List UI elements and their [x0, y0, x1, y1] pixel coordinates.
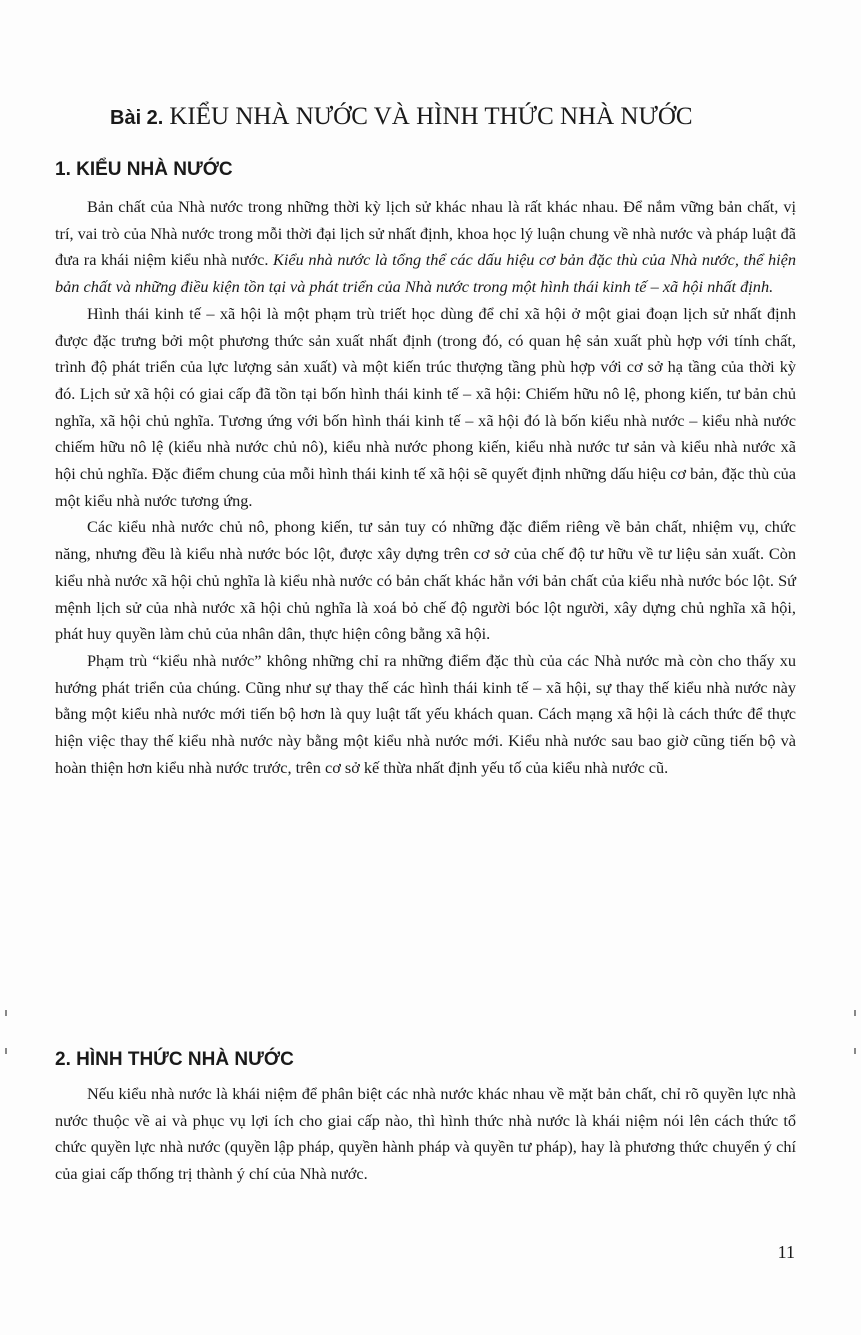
section-2-body [55, 1081, 796, 1188]
paragraph [55, 194, 796, 301]
scan-mark [5, 1010, 7, 1016]
paragraph: Các kiểu nhà nước chủ nô, phong kiến, tư sản tuy có những đặc điểm riêng về bản chất, nhiệm vụ, chức năng, nhưng đều là kiểu nhà nước bóc lột, được xây dựng trên cơ sở của chế độ tư hữu về tư liệu sản xuất. Còn kiểu nhà nước xã hội chủ nghĩa là kiểu nhà nước có bản chất khác hẳn với bản chất của kiểu nhà nước bóc lột. Sứ mệnh lịch sử của nhà nước xã hội chủ nghĩa là xoá bỏ chế độ người bóc lột người, xây dựng chủ nghĩa xã hội, phát huy quyền làm chủ của nhân dân, thực hiện công bằng xã hội. [55, 517, 796, 644]
paragraph-text: Bản chất của Nhà nước trong những thời kỳ lịch sử khác nhau là rất khác nhau. Để nắm vững bản chất, vị trí, vai trò của Nhà nước trong mỗi thời đại lịch sử nhất định, khoa học lý luận chung về nhà nước và pháp luật đã đưa ra khái niệm kiểu nhà nước. [55, 197, 796, 270]
paragraph: Hình thái kinh tế – xã hội là một phạm trù triết học dùng để chỉ xã hội ở một giai đoạn lịch sử nhất định được đặc trưng bởi một phương thức sản xuất nhất định (trong đó, có quan hệ sản xuất phù hợp với tính chất, trình độ phát triển của lực lượng sản xuất) và một kiến trúc thượng tầng phù hợp với cơ sở hạ tầng của thời kỳ đó. Lịch sử xã hội có giai cấp đã tồn tại bốn hình thái kinh tế – xã hội: Chiếm hữu nô lệ, phong kiến, tư bản chủ nghĩa, xã hội chủ nghĩa. Tương ứng với bốn hình thái kinh tế – xã hội đó là bốn kiểu nhà nước – kiểu nhà nước chiếm hữu nô lệ (kiểu nhà nước chủ nô), kiểu nhà nước phong kiến, kiểu nhà nước tư sản và kiểu nhà nước xã hội chủ nghĩa. Đặc điểm chung của mỗi hình thái kinh tế xã hội sẽ quyết định những dấu hiệu cơ bản, đặc thù của một kiểu nhà nước tương ứng. [55, 303, 796, 510]
section-1-body [55, 194, 796, 781]
page-number: 11 [777, 1242, 795, 1262]
lesson-title [110, 100, 790, 135]
definition-italic: Kiểu nhà nước là tổng thể các dấu hiệu cơ bản đặc thù của Nhà nước, thể hiện bản chất và những điều kiện tồn tại và phát triển của Nhà nước trong một hình thái kinh tế – xã hội nhất định. [55, 250, 797, 297]
lesson-title-text: KIỂU NHÀ NƯỚC VÀ HÌNH THỨC NHÀ NƯỚC [169, 103, 693, 130]
scan-mark [854, 1048, 856, 1054]
scan-mark [5, 1048, 7, 1054]
section-heading-1: 1. KIỂU NHÀ NƯỚC [55, 159, 233, 180]
lesson-number: Bài 2. [110, 107, 164, 129]
section-heading-2: 2. HÌNH THỨC NHÀ NƯỚC [55, 1049, 294, 1070]
paragraph: Nếu kiểu nhà nước là khái niệm để phân biệt các nhà nước khác nhau về mặt bản chất, chỉ rõ quyền lực nhà nước thuộc về ai và phục vụ lợi ích cho giai cấp nào, thì hình thức nhà nước là khái niệm nói lên cách thức tổ chức quyền lực nhà nước (quyền lập pháp, quyền hành pháp và quyền tư pháp), hay là phương thức chuyển ý chí của giai cấp thống trị thành ý chí của Nhà nước. [55, 1084, 796, 1184]
scan-mark [854, 1010, 856, 1016]
paragraph: Phạm trù “kiểu nhà nước” không những chỉ ra những điểm đặc thù của các Nhà nước mà còn cho thấy xu hướng phát triển của chúng. Cũng như sự thay thế các hình thái kinh tế – xã hội, sự thay thế kiểu nhà nước này bằng một kiểu nhà nước mới tiến bộ hơn là quy luật tất yếu khách quan. Cách mạng xã hội là cách thức để thực hiện việc thay thế kiểu nhà nước này bằng một kiểu nhà nước mới. Kiểu nhà nước sau bao giờ cũng tiến bộ và hoàn thiện hơn kiểu nhà nước trước, trên cơ sở kế thừa nhất định yếu tố của kiểu nhà nước cũ. [55, 650, 796, 777]
